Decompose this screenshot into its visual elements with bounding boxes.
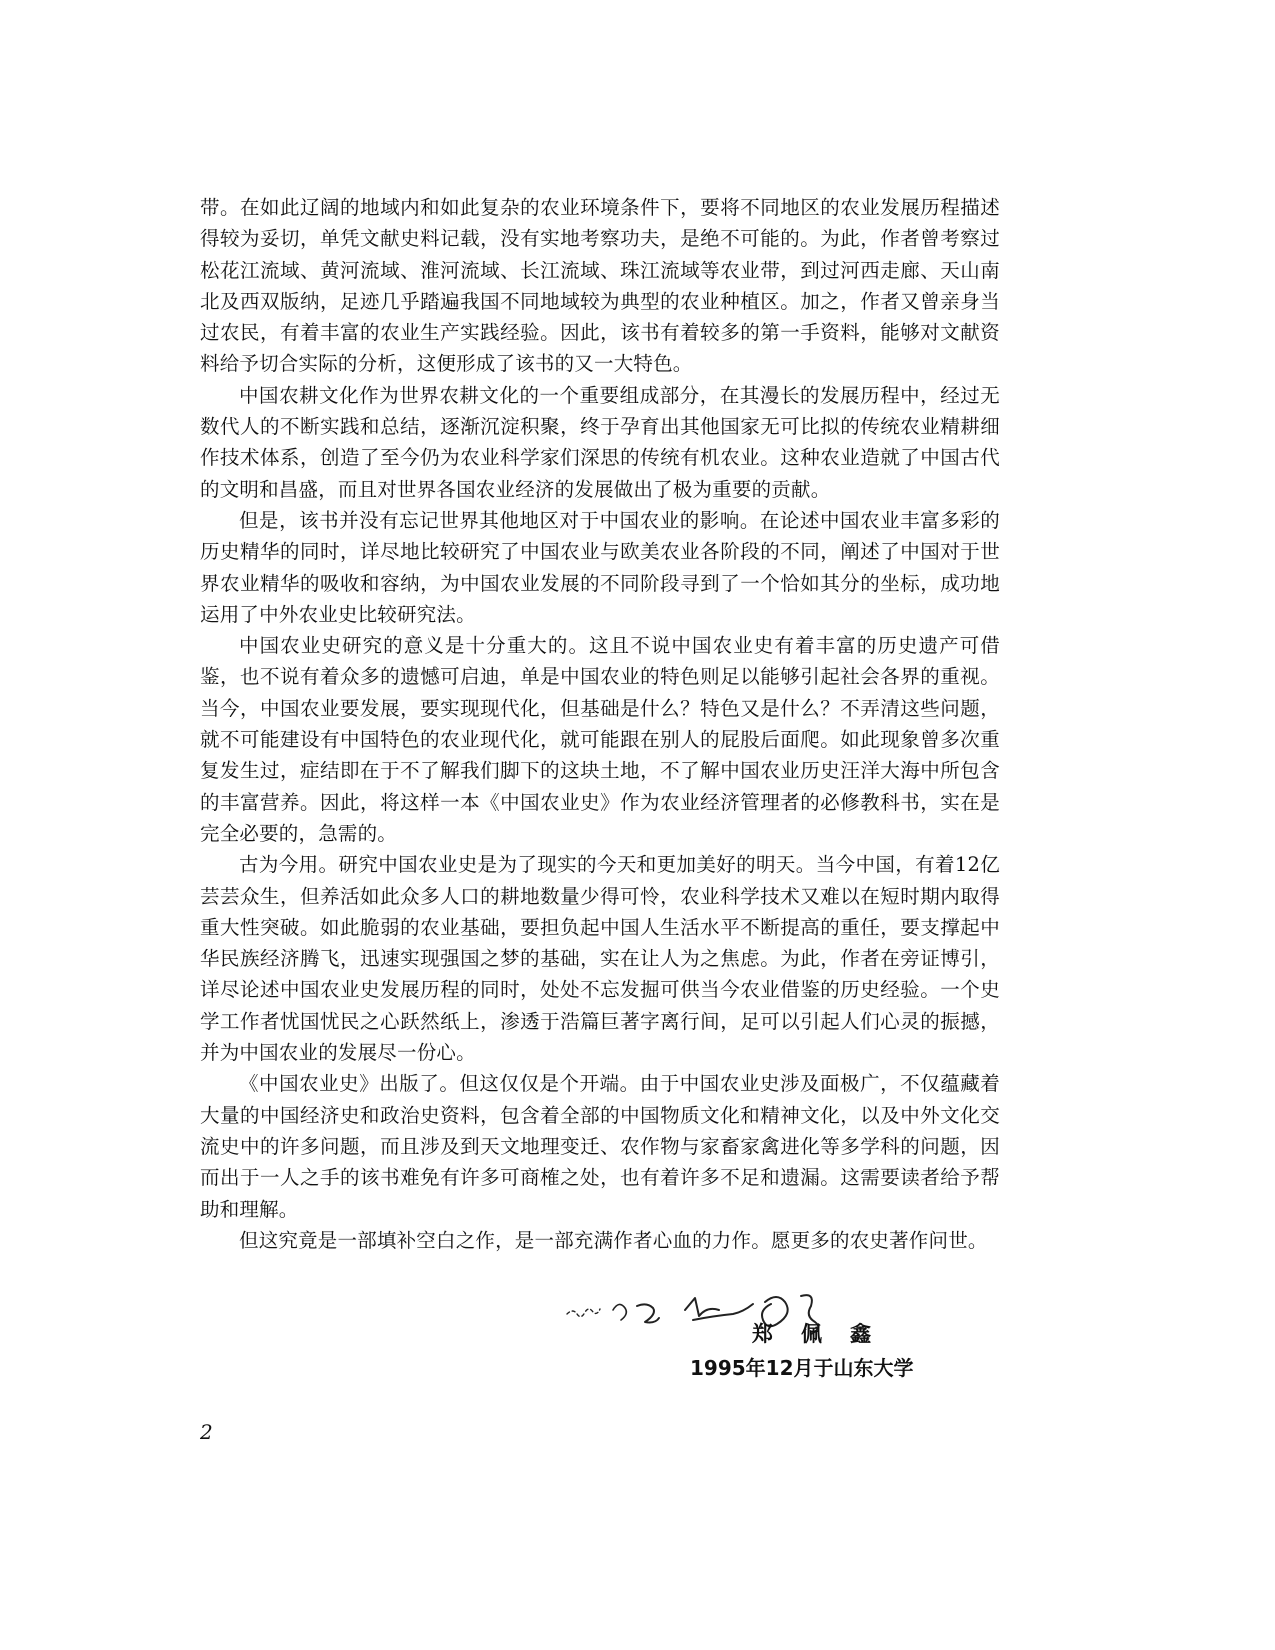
paragraph: 带。在如此辽阔的地域内和如此复杂的农业环境条件下，要将不同地区的农业发展历程描述得较为妥切，单凭文献史料记载，没有实地考察功夫，是绝不可能的。为此，作者曾考察过松花江流域、黄河流域、淮河流域、长江流域、珠江流域等农业带，到过河西走廊、天山南北及西双版纳，足迹几乎踏遍我国不同地域较为典型的农业种植区。加之，作者又曾亲身当过农民，有着丰富的农业生产实践经验。因此，该书有着较多的第一手资料，能够对文献资料给予切合实际的分析，这便形成了该书的又一大特色。 bbox=[200, 196, 1000, 376]
paragraph: 《中国农业史》出版了。但这仅仅是个开端。由于中国农业史涉及面极广，不仅蕴藏着大量的中国经济史和政治史资料，包含着全部的中国物质文化和精神文化，以及中外文化交流史中的许多问题，而且涉及到天文地理变迁、农作物与家畜家禽进化等多学科的问题，因而出于一人之手的该书难免有许多可商榷之处，也有着许多不足和遗漏。这需要读者给予帮助和理解。 bbox=[200, 1072, 1000, 1221]
paragraph: 但是，该书并没有忘记世界其他地区对于中国农业的影响。在论述中国农业丰富多彩的历史精华的同时，详尽地比较研究了中国农业与欧美农业各阶段的不同，阐述了中国对于世界农业精华的吸收和容纳，为中国农业发展的不同阶段寻到了一个恰如其分的坐标，成功地运用了中外农业史比较研究法。 bbox=[200, 508, 1000, 626]
preface-body bbox=[200, 192, 1000, 1256]
dateline: 1995年12月于山东大学 bbox=[690, 1356, 914, 1380]
paragraph: 中国农业史研究的意义是十分重大的。这且不说中国农业史有着丰富的历史遗产可借鉴，也不说有着众多的遗憾可启迪，单是中国农业的特色则足以能够引起社会各界的重视。当今，中国农业要发展，要实现现代化，但基础是什么？特色又是什么？不弄清这些问题，就不可能建设有中国特色的农业现代化，就可能跟在别人的屁股后面爬。如此现象曾多次重复发生过，症结即在于不了解我们脚下的这块土地，不了解中国农业历史汪洋大海中所包含的丰富营养。因此，将这样一本《中国农业史》作为农业经济管理者的必修教科书，实在是完全必要的，急需的。 bbox=[200, 634, 1000, 845]
paragraph: 但这究竟是一部填补空白之作，是一部充满作者心血的力作。愿更多的农史著作问世。 bbox=[239, 1228, 988, 1252]
paragraph: 古为今用。研究中国农业史是为了现实的今天和更加美好的明天。当今中国，有着12亿芸芸众生，但养活如此众多人口的耕地数量少得可怜，农业科学技术又难以在短时期内取得重大性突破。如此脆弱的农业基础，要担负起中国人生活水平不断提高的重任，要支撑起中华民族经济腾飞，迅速实现强国之梦的基础，实在让人为之焦虑。为此，作者在旁证博引，详尽论述中国农业史发展历程的同时，处处不忘发掘可供当今农业借鉴的历史经验。一个史学工作者忧国忧民之心跃然纸上，渗透于浩篇巨著字离行间，足可以引起人们心灵的振撼，并为中国农业的发展尽一份心。 bbox=[200, 853, 1000, 1065]
paragraph: 中国农耕文化作为世界农耕文化的一个重要组成部分，在其漫长的发展历程中，经过无数代人的不断实践和总结，逐渐沉淀积聚，终于孕育出其他国家无可比拟的传统农业精耕细作技术体系，创造了至今仍为农业科学家们深思的传统有机农业。这种农业造就了中国古代的文明和昌盛，而且对世界各国农业经济的发展做出了极为重要的贡献。 bbox=[200, 383, 1000, 501]
page-number: 2 bbox=[200, 1420, 213, 1444]
author-name: 郑佩鑫 bbox=[752, 1322, 899, 1346]
